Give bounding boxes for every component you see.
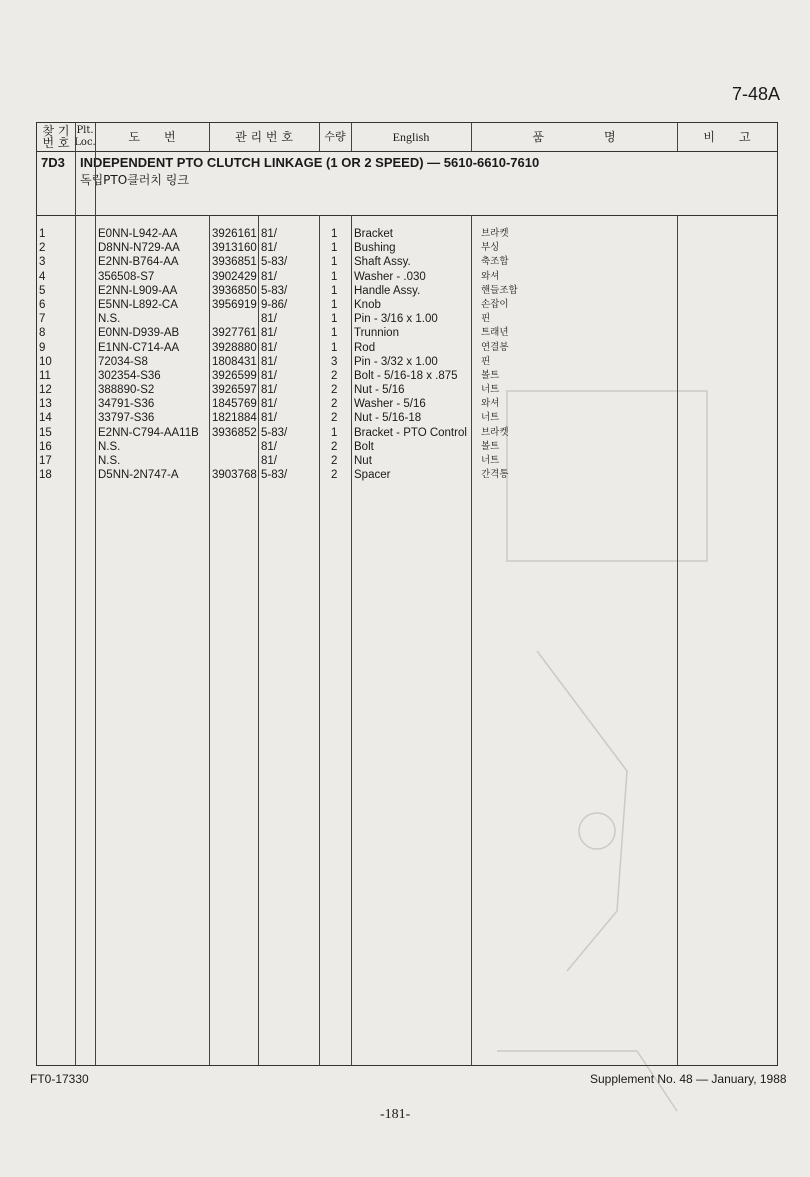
row-quantity: 3 <box>331 355 338 368</box>
row-code: 81/ <box>261 242 277 255</box>
table-row <box>37 270 777 284</box>
row-mgmt-number: 3936852 <box>212 426 257 439</box>
row-quantity: 1 <box>331 256 338 269</box>
row-korean-name: 축조합 <box>481 256 509 268</box>
row-part-number: E2NN-L909-AA <box>98 284 178 297</box>
row-part-number: E5NN-L892-CA <box>98 298 178 311</box>
section-code: 7D3 <box>41 155 65 170</box>
section-title: INDEPENDENT PTO CLUTCH LINKAGE (1 OR 2 SPEED) — 5610-6610-7610 <box>80 155 540 170</box>
row-quantity: 1 <box>331 341 338 354</box>
col-divider <box>209 123 210 151</box>
row-index: 17 <box>39 455 52 467</box>
row-index: 11 <box>39 369 51 382</box>
table-row <box>37 341 777 355</box>
row-english-name: Spacer <box>354 469 391 482</box>
row-index: 15 <box>39 426 52 439</box>
row-index: 2 <box>39 242 46 255</box>
row-quantity: 1 <box>331 228 338 240</box>
row-english-name: Shaft Assy. <box>354 256 411 269</box>
row-index: 8 <box>39 327 46 340</box>
header-index: 찾 기 번 호 <box>42 124 70 150</box>
row-english-name: Nut - 5/16 <box>354 384 405 397</box>
parts-table <box>36 122 778 1066</box>
row-part-number: E2NN-C794-AA11B <box>98 426 199 439</box>
row-mgmt-number: 3926597 <box>212 384 257 397</box>
row-mgmt-number: 3936851 <box>212 256 257 269</box>
row-index: 5 <box>39 284 46 297</box>
section-header <box>37 151 777 216</box>
row-index: 3 <box>39 256 46 269</box>
row-english-name: Pin - 3/32 x 1.00 <box>354 355 438 368</box>
row-korean-name: 너트 <box>481 455 500 466</box>
row-index: 10 <box>39 355 52 368</box>
row-korean-name: 브라켓 <box>481 228 509 239</box>
row-code: 5-83/ <box>261 469 288 482</box>
table-row <box>37 397 777 411</box>
row-english-name: Trunnion <box>354 327 399 340</box>
row-part-number: 72034-S8 <box>98 355 148 368</box>
col-divider <box>319 123 320 151</box>
row-code: 81/ <box>261 355 277 368</box>
row-mgmt-number: 3928880 <box>212 341 257 354</box>
row-quantity: 1 <box>331 284 338 297</box>
row-code: 81/ <box>261 327 277 340</box>
row-quantity: 1 <box>331 426 338 439</box>
row-code: 81/ <box>261 455 277 467</box>
row-korean-name: 핀 <box>481 313 491 325</box>
row-mgmt-number: 3936850 <box>212 284 257 297</box>
table-row <box>37 383 777 397</box>
table-row <box>37 468 777 482</box>
row-code: 5-83/ <box>261 256 288 269</box>
row-index: 14 <box>39 412 52 425</box>
table-row <box>37 454 777 468</box>
form-number: FT0-17330 <box>30 1072 89 1086</box>
row-index: 1 <box>39 228 46 240</box>
row-quantity: 2 <box>331 384 338 397</box>
row-english-name: Pin - 3/16 x 1.00 <box>354 313 438 326</box>
row-mgmt-number: 3902429 <box>212 270 257 283</box>
row-korean-name: 핸들조합 <box>481 284 518 296</box>
row-korean-name: 연결봉 <box>481 341 509 353</box>
row-korean-name: 손잡이 <box>481 298 509 310</box>
row-english-name: Nut <box>354 455 372 467</box>
table-row <box>37 355 777 369</box>
table-row <box>37 227 777 241</box>
row-korean-name: 볼트 <box>481 440 500 452</box>
row-english-name: Bushing <box>354 242 396 255</box>
row-part-number: E0NN-D939-AB <box>98 327 180 340</box>
row-korean-name: 핀 <box>481 355 491 367</box>
page-folio: -181- <box>380 1107 411 1122</box>
row-part-number: 33797-S36 <box>98 412 155 425</box>
section-title-korean: 독립PTO클러치 링크 <box>80 173 189 187</box>
row-quantity: 2 <box>331 412 338 425</box>
row-index: 16 <box>39 440 52 453</box>
row-code: 81/ <box>261 412 277 425</box>
row-mgmt-number: 3956919 <box>212 298 257 311</box>
row-part-number: D8NN-N729-AA <box>98 242 180 255</box>
row-index: 12 <box>39 384 52 397</box>
row-english-name: Nut - 5/16-18 <box>354 412 422 425</box>
row-code: 5-83/ <box>261 426 288 439</box>
row-mgmt-number: 3926599 <box>212 369 257 382</box>
table-row <box>37 312 777 326</box>
table-row <box>37 241 777 255</box>
row-part-number: E0NN-L942-AA <box>98 228 178 240</box>
row-index: 13 <box>39 398 52 411</box>
col-divider <box>677 123 678 151</box>
col-divider <box>351 123 352 151</box>
row-english-name: Bracket - PTO Control <box>354 426 467 439</box>
row-mgmt-number: 1845769 <box>212 398 257 411</box>
row-part-number: 356508-S7 <box>98 270 155 283</box>
row-quantity: 2 <box>331 398 338 411</box>
table-row <box>37 440 777 454</box>
row-english-name: Bolt - 5/16-18 x .875 <box>354 369 458 382</box>
header-item-name: 품 명 <box>532 130 616 144</box>
row-code: 81/ <box>261 369 277 382</box>
row-mgmt-number: 3913160 <box>212 242 257 255</box>
supplement-note: Supplement No. 48 — January, 1988 <box>590 1072 787 1086</box>
row-code: 81/ <box>261 228 277 240</box>
header-remarks: 비 고 <box>703 130 751 144</box>
row-part-number: N.S. <box>98 455 121 467</box>
row-english-name: Washer - .030 <box>354 270 426 283</box>
row-part-number: E2NN-B764-AA <box>98 256 179 269</box>
row-code: 5-83/ <box>261 284 288 297</box>
header-drawing-no: 도 번 <box>128 130 176 144</box>
row-quantity: 1 <box>331 242 338 255</box>
row-korean-name: 간격통 <box>481 469 509 481</box>
table-header-row <box>37 123 777 152</box>
table-row <box>37 369 777 383</box>
row-english-name: Handle Assy. <box>354 284 421 297</box>
row-part-number: 34791-S36 <box>98 398 155 411</box>
row-part-number: N.S. <box>98 313 121 326</box>
header-english: English <box>392 130 430 144</box>
row-index: 6 <box>39 298 46 311</box>
row-part-number: E1NN-C714-AA <box>98 341 180 354</box>
row-quantity: 1 <box>331 327 338 340</box>
row-mgmt-number: 1808431 <box>212 355 257 368</box>
row-code: 81/ <box>261 341 277 354</box>
row-english-name: Bolt <box>354 440 374 453</box>
row-code: 81/ <box>261 440 277 453</box>
row-korean-name: 너트 <box>481 384 500 396</box>
row-quantity: 1 <box>331 298 338 311</box>
row-english-name: Washer - 5/16 <box>354 398 426 411</box>
row-mgmt-number: 3903768 <box>212 469 257 482</box>
row-part-number: D5NN-2N747-A <box>98 469 179 482</box>
header-qty: 수량 <box>324 130 346 143</box>
row-korean-name: 브라켓 <box>481 426 509 438</box>
parts-rows <box>37 227 777 482</box>
table-row <box>37 426 777 440</box>
row-quantity: 2 <box>331 440 338 453</box>
row-index: 18 <box>39 469 52 482</box>
row-code: 81/ <box>261 270 277 283</box>
row-korean-name: 트래년 <box>481 327 509 339</box>
header-plt-loc: Plt. Loc. <box>74 125 96 148</box>
row-quantity: 1 <box>331 313 338 326</box>
row-quantity: 2 <box>331 369 338 382</box>
row-mgmt-number: 3927761 <box>212 327 257 340</box>
row-korean-name: 볼트 <box>481 369 500 381</box>
table-row <box>37 326 777 340</box>
row-index: 9 <box>39 341 46 354</box>
row-code: 81/ <box>261 398 277 411</box>
row-part-number: 388890-S2 <box>98 384 155 397</box>
table-row <box>37 411 777 425</box>
row-korean-name: 와셔 <box>481 398 500 410</box>
row-code: 81/ <box>261 313 277 326</box>
row-code: 9-86/ <box>261 298 288 311</box>
row-english-name: Rod <box>354 341 376 354</box>
row-mgmt-number: 1821884 <box>212 412 257 425</box>
row-quantity: 2 <box>331 469 338 482</box>
row-index: 4 <box>39 270 46 283</box>
table-row <box>37 298 777 312</box>
row-part-number: N.S. <box>98 440 121 453</box>
row-english-name: Knob <box>354 298 381 311</box>
header-mgmt-no: 관 리 번 호 <box>235 130 293 144</box>
page-number: 7-48A <box>732 84 781 104</box>
table-row <box>37 255 777 269</box>
row-english-name: Bracket <box>354 228 393 240</box>
row-quantity: 2 <box>331 455 338 467</box>
row-korean-name: 너트 <box>481 412 500 424</box>
col-divider <box>471 123 472 151</box>
row-code: 81/ <box>261 384 277 397</box>
row-korean-name: 부싱 <box>481 242 500 254</box>
row-mgmt-number: 3926161 <box>212 228 257 240</box>
row-part-number: 302354-S36 <box>98 369 161 382</box>
row-quantity: 1 <box>331 270 338 283</box>
row-korean-name: 와셔 <box>481 270 500 282</box>
row-index: 7 <box>39 313 46 326</box>
table-row <box>37 284 777 298</box>
